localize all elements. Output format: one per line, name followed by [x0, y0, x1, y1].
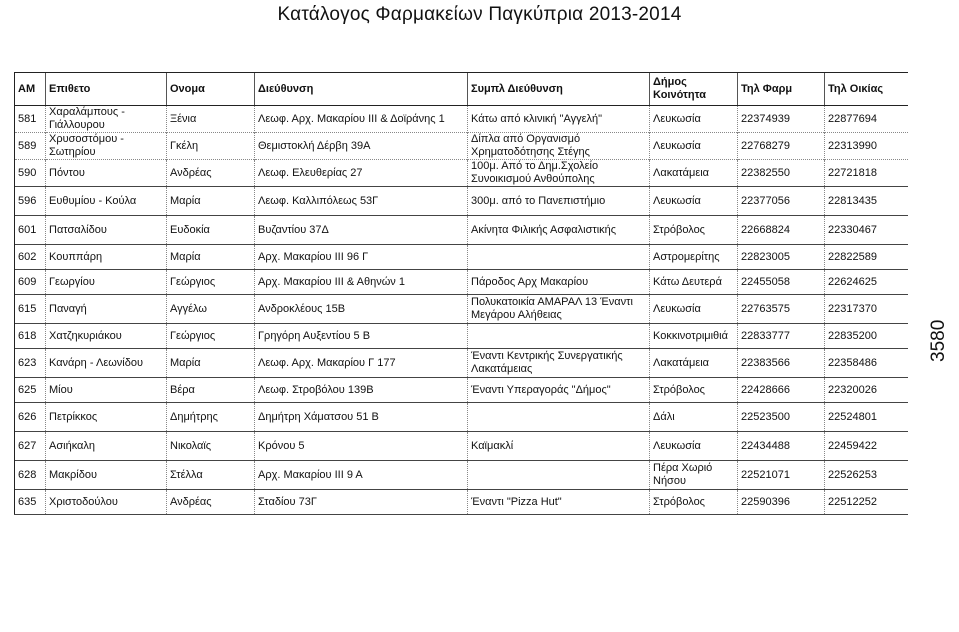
cell-surname: Χατζηκυριάκου: [46, 324, 167, 349]
cell-address: Γρηγόρη Αυξεντίου 5 Β: [255, 324, 468, 349]
cell-surname: Παναγή: [46, 295, 167, 324]
cell-extra-address: [468, 403, 650, 432]
cell-pharmacy-phone: 22521071: [738, 461, 825, 490]
cell-am: 618: [15, 324, 46, 349]
cell-surname: Κανάρη - Λεωνίδου: [46, 349, 167, 378]
cell-name: Μαρία: [167, 349, 255, 378]
cell-address: Θεμιστοκλή Δέρβη 39Α: [255, 133, 468, 160]
cell-pharmacy-phone: 22455058: [738, 270, 825, 295]
cell-address: Σταδίου 73Γ: [255, 490, 468, 515]
cell-municipality: Λευκωσία: [650, 187, 738, 216]
header-am: ΑΜ: [15, 73, 46, 106]
cell-address: Λεωφ. Αρχ. Μακαρίου Γ 177: [255, 349, 468, 378]
cell-municipality: Κοκκινοτριμιθιά: [650, 324, 738, 349]
cell-pharmacy-phone: 22763575: [738, 295, 825, 324]
table-row: [15, 133, 908, 160]
cell-municipality: Λακατάμεια: [650, 160, 738, 187]
table-header-row: [15, 73, 908, 106]
cell-pharmacy-phone: 22668824: [738, 216, 825, 245]
cell-home-phone: 22317370: [825, 295, 908, 324]
table-row: [15, 216, 908, 245]
cell-pharmacy-phone: 22428666: [738, 378, 825, 403]
cell-surname: Ασιήκαλη: [46, 432, 167, 461]
header-surname: Επιθετο: [46, 73, 167, 106]
cell-surname: Πόντου: [46, 160, 167, 187]
cell-home-phone: 22358486: [825, 349, 908, 378]
cell-pharmacy-phone: 22434488: [738, 432, 825, 461]
table-row: [15, 324, 908, 349]
cell-municipality: Δάλι: [650, 403, 738, 432]
table-row: [15, 403, 908, 432]
cell-extra-address: Πολυκατοικία ΑΜΑΡΑΛ 13 Έναντι Μεγάρου Αλήθειας: [468, 295, 650, 324]
cell-address: Αρχ. Μακαρίου ΙΙΙ & Αθηνών 1: [255, 270, 468, 295]
cell-name: Ξένια: [167, 106, 255, 133]
cell-name: Γεώργιος: [167, 270, 255, 295]
cell-home-phone: 22822589: [825, 245, 908, 270]
cell-extra-address: [468, 461, 650, 490]
cell-extra-address: 100μ. Από το Δημ.Σχολείο Συνοικισμού Ανθούπολης: [468, 160, 650, 187]
table-row: [15, 187, 908, 216]
cell-address: Αρχ. Μακαρίου ΙΙΙ 96 Γ: [255, 245, 468, 270]
cell-pharmacy-phone: 22523500: [738, 403, 825, 432]
cell-am: 615: [15, 295, 46, 324]
cell-address: Λεωφ. Ελευθερίας 27: [255, 160, 468, 187]
cell-am: 623: [15, 349, 46, 378]
cell-extra-address: Έναντι Κεντρικής Συνεργατικής Λακατάμειας: [468, 349, 650, 378]
cell-address: Ανδροκλέους 15Β: [255, 295, 468, 324]
cell-extra-address: 300μ. από το Πανεπιστήμιο: [468, 187, 650, 216]
cell-extra-address: Έναντι "Pizza Hut": [468, 490, 650, 515]
cell-municipality: Αστρομερίτης: [650, 245, 738, 270]
cell-municipality: Λευκωσία: [650, 133, 738, 160]
table-row: [15, 245, 908, 270]
cell-extra-address: [468, 324, 650, 349]
table-row: [15, 295, 908, 324]
table-row: [15, 490, 908, 515]
table-row: [15, 461, 908, 490]
cell-name: Ευδοκία: [167, 216, 255, 245]
cell-home-phone: 22624625: [825, 270, 908, 295]
cell-pharmacy-phone: 22823005: [738, 245, 825, 270]
cell-municipality: Πέρα Χωριό Νήσου: [650, 461, 738, 490]
cell-municipality: Στρόβολος: [650, 216, 738, 245]
cell-name: Γεώργιος: [167, 324, 255, 349]
cell-municipality: Στρόβολος: [650, 378, 738, 403]
header-home-phone: Τηλ Οικίας: [825, 73, 908, 106]
cell-home-phone: 22320026: [825, 378, 908, 403]
cell-am: 581: [15, 106, 46, 133]
cell-surname: Χαραλάμπους - Γιάλλουρου: [46, 106, 167, 133]
cell-extra-address: Κάτω από κλινική "Αγγελή": [468, 106, 650, 133]
cell-name: Ανδρέας: [167, 490, 255, 515]
cell-municipality: Λευκωσία: [650, 295, 738, 324]
cell-home-phone: 22459422: [825, 432, 908, 461]
table-row: [15, 378, 908, 403]
cell-extra-address: Πάροδος Αρχ Μακαρίου: [468, 270, 650, 295]
cell-am: 601: [15, 216, 46, 245]
cell-address: Λεωφ. Στροβόλου 139Β: [255, 378, 468, 403]
cell-name: Μαρία: [167, 245, 255, 270]
cell-home-phone: 22526253: [825, 461, 908, 490]
table-row: [15, 270, 908, 295]
cell-surname: Ευθυμίου - Κούλα: [46, 187, 167, 216]
cell-pharmacy-phone: 22382550: [738, 160, 825, 187]
cell-name: Δημήτρης: [167, 403, 255, 432]
document-title: Κατάλογος Φαρμακείων Παγκύπρια 2013-2014: [277, 4, 682, 25]
page-number: 3580: [928, 319, 949, 362]
table-row: [15, 349, 908, 378]
cell-municipality: Στρόβολος: [650, 490, 738, 515]
cell-surname: Χρυσοστόμου - Σωτηρίου: [46, 133, 167, 160]
cell-name: Βέρα: [167, 378, 255, 403]
cell-surname: Πατσαλίδου: [46, 216, 167, 245]
header-extra-address: Συμπλ Διεύθυνση: [468, 73, 650, 106]
cell-surname: Κουππάρη: [46, 245, 167, 270]
cell-home-phone: 22524801: [825, 403, 908, 432]
cell-extra-address: [468, 245, 650, 270]
cell-surname: Πετρίκκος: [46, 403, 167, 432]
cell-address: Λεωφ. Αρχ. Μακαρίου ΙΙΙ & Δοϊράνης 1: [255, 106, 468, 133]
cell-extra-address: Έναντι Υπεραγοράς "Δήμος": [468, 378, 650, 403]
cell-pharmacy-phone: 22768279: [738, 133, 825, 160]
pharmacy-table: [14, 72, 908, 515]
cell-am: 625: [15, 378, 46, 403]
cell-am: 627: [15, 432, 46, 461]
cell-home-phone: 22813435: [825, 187, 908, 216]
cell-surname: Χριστοδούλου: [46, 490, 167, 515]
cell-name: Γκέλη: [167, 133, 255, 160]
cell-name: Αγγέλω: [167, 295, 255, 324]
cell-municipality: Λευκωσία: [650, 106, 738, 133]
cell-pharmacy-phone: 22590396: [738, 490, 825, 515]
cell-am: 596: [15, 187, 46, 216]
cell-home-phone: 22721818: [825, 160, 908, 187]
cell-am: 626: [15, 403, 46, 432]
cell-pharmacy-phone: 22383566: [738, 349, 825, 378]
cell-address: Βυζαντίου 37Δ: [255, 216, 468, 245]
cell-am: 590: [15, 160, 46, 187]
cell-am: 609: [15, 270, 46, 295]
table-row: [15, 432, 908, 461]
cell-extra-address: Ακίνητα Φιλικής Ασφαλιστικής: [468, 216, 650, 245]
table-row: [15, 160, 908, 187]
header-municipality: Δήμος Κοινότητα: [650, 73, 738, 106]
cell-address: Λεωφ. Καλλιπόλεως 53Γ: [255, 187, 468, 216]
cell-municipality: Κάτω Δευτερά: [650, 270, 738, 295]
cell-home-phone: 22330467: [825, 216, 908, 245]
cell-address: Κρόνου 5: [255, 432, 468, 461]
cell-name: Στέλλα: [167, 461, 255, 490]
cell-municipality: Λακατάμεια: [650, 349, 738, 378]
cell-name: Νικολαϊς: [167, 432, 255, 461]
cell-surname: Μακρίδου: [46, 461, 167, 490]
cell-home-phone: 22835200: [825, 324, 908, 349]
header-pharmacy-phone: Τηλ Φαρμ: [738, 73, 825, 106]
cell-pharmacy-phone: 22374939: [738, 106, 825, 133]
cell-name: Ανδρέας: [167, 160, 255, 187]
cell-pharmacy-phone: 22377056: [738, 187, 825, 216]
header-name: Ονομα: [167, 73, 255, 106]
cell-municipality: Λευκωσία: [650, 432, 738, 461]
cell-extra-address: Καϊμακλί: [468, 432, 650, 461]
table-row: [15, 106, 908, 133]
cell-pharmacy-phone: 22833777: [738, 324, 825, 349]
cell-name: Μαρία: [167, 187, 255, 216]
cell-address: Αρχ. Μακαρίου ΙΙΙ 9 Α: [255, 461, 468, 490]
cell-am: 635: [15, 490, 46, 515]
cell-home-phone: 22313990: [825, 133, 908, 160]
cell-surname: Γεωργίου: [46, 270, 167, 295]
cell-address: Δημήτρη Χάματσου 51 Β: [255, 403, 468, 432]
cell-am: 628: [15, 461, 46, 490]
cell-surname: Μίου: [46, 378, 167, 403]
cell-home-phone: 22512252: [825, 490, 908, 515]
cell-home-phone: 22877694: [825, 106, 908, 133]
cell-am: 602: [15, 245, 46, 270]
cell-am: 589: [15, 133, 46, 160]
header-address: Διεύθυνση: [255, 73, 468, 106]
cell-extra-address: Δίπλα από Οργανισμό Χρηματοδότησης Στέγης: [468, 133, 650, 160]
